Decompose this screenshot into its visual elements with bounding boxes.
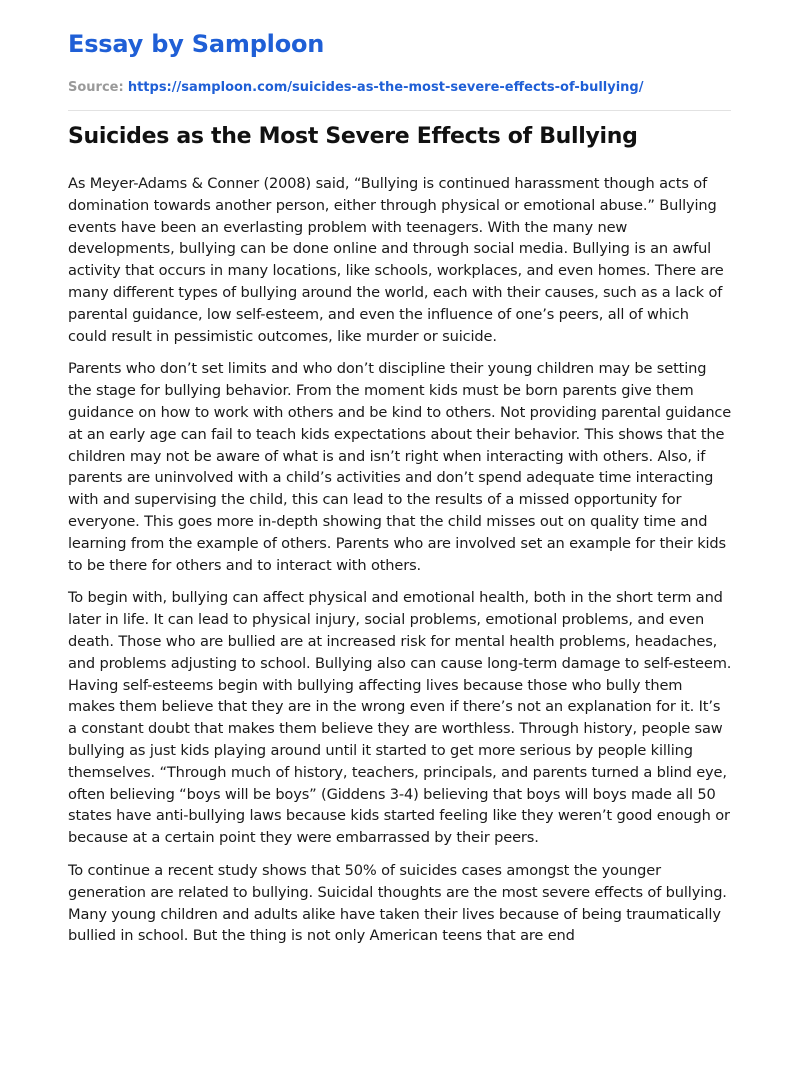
essay-body xyxy=(68,173,732,958)
essay-paragraph-2: Parents who don’t set limits and who don’t discipline their young children may be setting the stage for bullying behavior. From the moment kids must be born parents give them guidance on how to work with others and be kind to others. Not providing parental guidance at an early age can fail to teach kids expectations about their behavior. This shows that the children may not be aware of what is and isn’t right when interacting with others. Also, if parents are uninvolved with a child’s activities and don’t spend adequate time interacting with and supervising the child, this can lead to the results of a missed opportunity for everyone. This goes more in-depth showing that the child misses out on quality time and learning from the example of others. Parents who are involved set an example for their kids to be there for others and to interact with others. xyxy=(68,360,732,574)
brand-title: Essay by Samploon xyxy=(68,30,325,58)
essay-paragraph-1: As Meyer-Adams & Conner (2008) said, “Bullying is continued harassment though acts of domination towards another person, either through physical or emotional abuse.” Bullying events have been an everlasting problem with teenagers. With the many new developments, bullying can be done online and through social media. Bullying is an awful activity that occurs in many locations, like schools, workplaces, and even homes. There are many different types of bullying around the world, each with their causes, such as a lack of parental guidance, low self-esteem, and even the influence of one’s peers, all of which could result in pessimistic outcomes, like murder or suicide. xyxy=(68,175,724,345)
source-link[interactable]: https://samploon.com/suicides-as-the-most-severe-effects-of-bullying/ xyxy=(127,80,644,95)
source-line xyxy=(68,79,644,97)
essay-title: Suicides as the Most Severe Effects of Bullying xyxy=(68,124,638,149)
essay-paragraph-4: To continue a recent study shows that 50% of suicides cases amongst the younger generation are related to bullying. Suicidal thoughts are the most severe effects of bullying. Many young children and adults alike have taken their lives because of being traumatically bullied in school. But the thing is not only American teens that are end xyxy=(68,861,727,945)
essay-paragraph-3: To begin with, bullying can affect physical and emotional health, both in the short term and later in life. It can lead to physical injury, social problems, emotional problems, and even death. Those who are bullied are at increased risk for mental health problems, headaches, and problems adjusting to school. Bullying also can cause long-term damage to self-esteem. Having self-esteems begin with bullying affecting lives because those who bully them makes them believe that they are in the wrong even if there’s not an explanation for it. It’s a constant doubt that makes them believe they are worthless. Through history, people saw bullying as just kids playing around until it started to get more serious by people killing themselves. “Through much of history, teachers, principals, and parents turned a blind eye, often believing “boys will be boys” (Giddens 3-4) believing that boys will boys made all 50 states have anti-bullying laws because kids started feeling like they weren’t good enough or because at a certain point they were embarrassed by their peers. xyxy=(68,589,732,847)
header-divider xyxy=(68,110,731,111)
source-label: Source: xyxy=(68,80,124,95)
